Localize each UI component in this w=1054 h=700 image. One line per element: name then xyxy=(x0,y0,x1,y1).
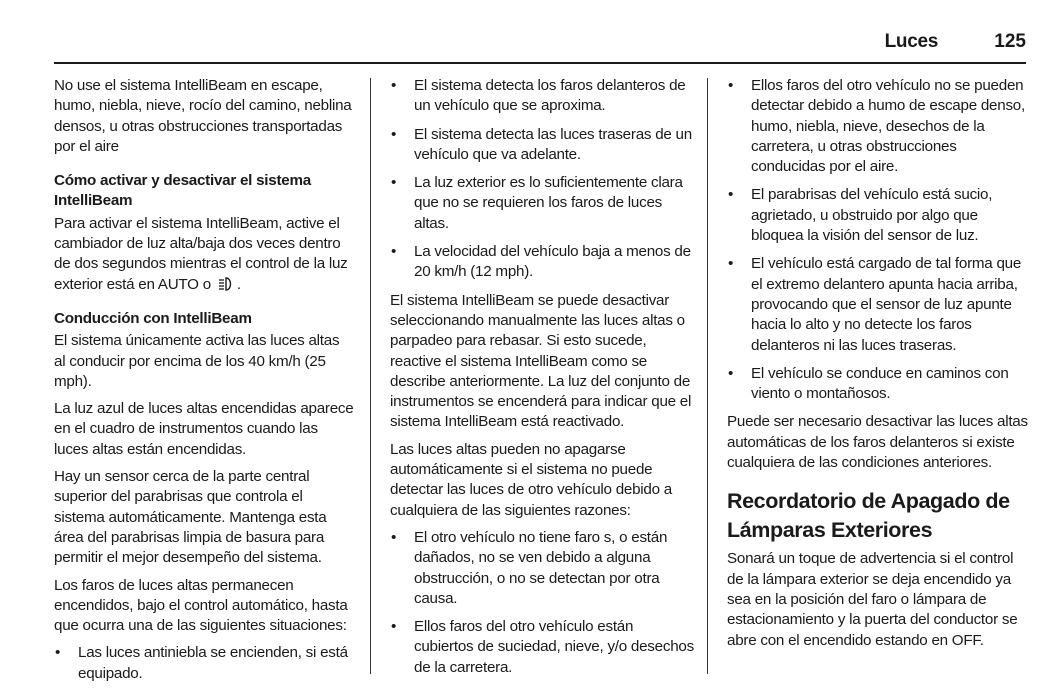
subheading: Cómo activar y desactivar el sistema IntelliBeam xyxy=(54,172,311,210)
list-item xyxy=(390,173,694,234)
auto-high-beam-icon xyxy=(217,276,237,292)
bullet: • xyxy=(391,528,397,546)
column-1 xyxy=(54,76,354,692)
list-item xyxy=(390,242,694,283)
bullet: • xyxy=(728,77,734,94)
list-item-text: El parabrisas del vehículo está sucio, agrietado, u obstruido por algo que bloquea la visión del sensor de luz. xyxy=(751,186,993,245)
column-divider xyxy=(370,78,371,674)
bullet: • xyxy=(728,186,734,204)
list-item-text: El sistema detecta los faros delanteros de un vehículo que se aproxima. xyxy=(414,77,686,115)
bullet-list xyxy=(390,528,694,678)
list-item xyxy=(390,125,694,166)
paragraph: Las luces altas pueden no apagarse automáticamente si el sistema no puede detectar las luces de otro vehículo debido a cualquiera de las siguientes razones: xyxy=(390,440,672,519)
bullet: • xyxy=(55,644,61,662)
section-heading: Recordatorio de Apagado de Lámparas Exteriores xyxy=(727,489,1010,543)
paragraph: Sonará un toque de advertencia si el control de la lámpara exterior se deja encendido ya sea en la posición del faro o lámpara de estacionamiento y la puerta del conductor se abre con el encendido estando en OFF. xyxy=(727,550,1018,649)
list-item-text: El otro vehículo no tiene faro s, o están dañados, no se ven debido a alguna obstrucción, o no se detectan por otra causa. xyxy=(414,528,668,607)
list-item xyxy=(727,364,1029,405)
page-number: 125 xyxy=(994,31,1026,52)
bullet: • xyxy=(391,243,397,261)
list-item-text: El sistema detecta las luces traseras de un vehículo que va adelante. xyxy=(414,125,692,163)
paragraph-end: . xyxy=(236,275,241,293)
bullet-list xyxy=(390,76,694,283)
paragraph: El sistema IntelliBeam se puede desactivar seleccionando manualmente las luces altas o parpadeo para rebasar. Si esto sucede, reactive el sistema IntelliBeam como se describe anteriormente. La luz del conjunto de instrumentos se encenderá para indicar que el sistema IntelliBeam está reactivado. xyxy=(390,291,692,431)
list-item-text: El vehículo está cargado de tal forma que el extremo delantero apunta hacia arriba, provocando que el sensor de luz apunte hacia lo alto y no detecte los faros delanteros ni las luces traseras. xyxy=(751,255,1022,354)
list-item-text: La velocidad del vehículo baja a menos de 20 km/h (12 mph). xyxy=(414,243,691,281)
list-item-text: Las luces antiniebla se encienden, si está equipado. xyxy=(78,644,348,682)
bullet-list xyxy=(54,643,354,684)
section-title: Luces xyxy=(884,31,938,52)
bullet: • xyxy=(728,364,734,382)
bullet-list xyxy=(727,76,1029,404)
paragraph: Puede ser necesario desactivar las luces altas automáticas de los faros delanteros si existe cualquiera de las condiciones anteriores. xyxy=(727,413,1028,472)
paragraph: Los faros de luces altas permanecen encendidos, bajo el control automático, hasta que ocurra una de las siguientes situaciones: xyxy=(54,576,348,635)
list-item xyxy=(390,76,694,117)
bullet: • xyxy=(391,618,397,636)
list-item xyxy=(727,185,1029,246)
list-item-text: Ellos faros del otro vehículo están cubiertos de suciedad, nieve, y/o desechos de la carretera. xyxy=(414,618,694,676)
bullet: • xyxy=(391,125,397,143)
paragraph-text: Para activar el sistema IntelliBeam, active el cambiador de luz alta/baja dos veces dentro de dos segundos mientras el control de la luz exterior está en AUTO o xyxy=(54,214,348,293)
bullet: • xyxy=(391,174,397,192)
paragraph: El sistema únicamente activa las luces altas al conducir por encima de los 40 km/h (25 mph). xyxy=(54,332,340,390)
list-item-text: El vehículo se conduce en caminos con viento o montañosos. xyxy=(751,364,1009,403)
bullet: • xyxy=(391,77,397,94)
list-item-text: La luz exterior es lo suficientemente clara que no se requieren los faros de luces altas. xyxy=(414,174,683,232)
list-item xyxy=(727,76,1029,177)
column-2 xyxy=(390,76,694,686)
list-item xyxy=(54,643,354,684)
list-item xyxy=(390,528,694,609)
column-divider xyxy=(707,78,708,674)
paragraph xyxy=(54,214,354,295)
subheading: Conducción con IntelliBeam xyxy=(54,309,252,327)
column-3 xyxy=(727,76,1029,658)
page-header xyxy=(54,26,1026,64)
bullet: • xyxy=(728,255,734,273)
list-item xyxy=(727,254,1029,355)
paragraph: La luz azul de luces altas encendidas aparece en el cuadro de instrumentos cuando las luces altas están encendidas. xyxy=(54,400,354,458)
paragraph: Hay un sensor cerca de la parte central superior del parabrisas que controla el sistema automáticamente. Mantenga esta área del parabrisas limpia de basura para permitir el mejor desempeño del sistema. xyxy=(54,468,327,567)
list-item xyxy=(390,617,694,678)
list-item-text: Ellos faros del otro vehículo no se pueden detectar debido a humo de escape denso, humo, niebla, nieve, desechos de la carretera, u otras obstrucciones conducidas por el aire. xyxy=(751,77,1025,176)
paragraph: No use el sistema IntelliBeam en escape, humo, niebla, nieve, rocío del camino, neblina densos, u otras obstrucciones transportadas por el aire xyxy=(54,77,352,155)
